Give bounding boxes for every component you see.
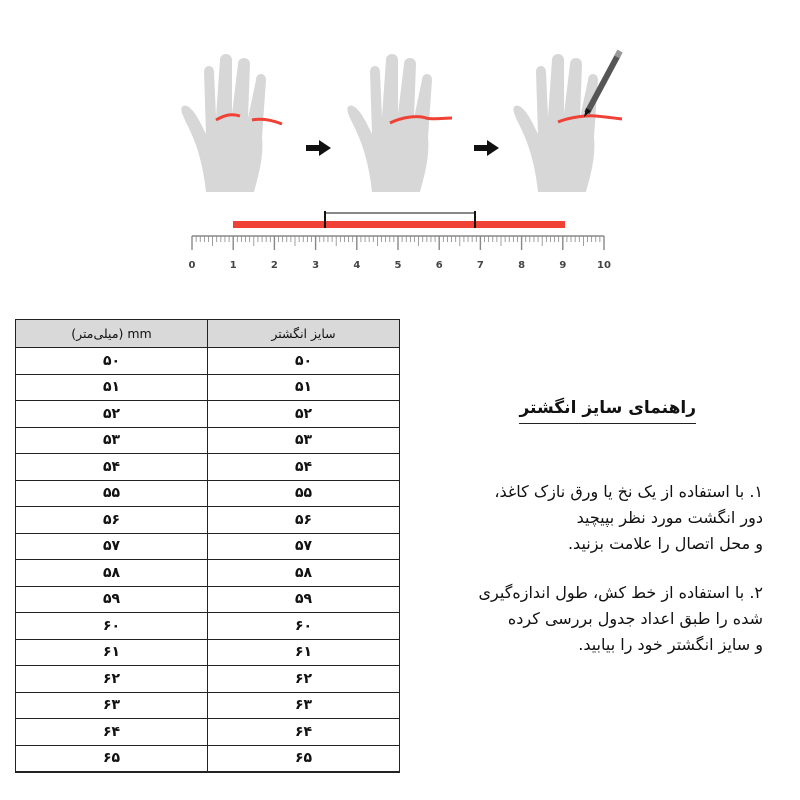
mm-cell: ۵۵: [16, 480, 208, 507]
step-1-line-3: و محل اتصال را علامت بزنید.: [567, 534, 763, 553]
ring-size-cell: ۵۶: [208, 507, 400, 534]
ruler-label: 5: [394, 260, 402, 271]
instruction-step-1: [403, 479, 763, 557]
mm-cell: ۵۱: [16, 374, 208, 401]
table-row: [16, 427, 400, 454]
ring-size-table: [15, 319, 400, 773]
measured-length-bar: [233, 221, 565, 228]
ring-size-cell: ۵۳: [208, 427, 400, 454]
table-row: [16, 613, 400, 640]
mm-cell: ۵۰: [16, 348, 208, 375]
table-row: [16, 480, 400, 507]
table-row: [16, 692, 400, 719]
table-row: [16, 374, 400, 401]
ruler-label: 1: [229, 260, 237, 271]
ring-size-cell: ۵۲: [208, 401, 400, 428]
mm-cell: ۵۸: [16, 560, 208, 587]
ring-size-cell: ۵۹: [208, 586, 400, 613]
mm-cell: ۵۹: [16, 586, 208, 613]
step-1-line-1: ۱. با استفاده از یک نخ یا ورق نازک کاغذ،: [494, 482, 763, 501]
table-header-row: [16, 320, 400, 348]
ring-size-cell: ۶۰: [208, 613, 400, 640]
ruler-label: 9: [559, 260, 567, 271]
column-header-ring-size: سایز انگشتر: [208, 320, 400, 348]
measuring-illustration: [0, 0, 800, 290]
mm-cell: ۵۲: [16, 401, 208, 428]
mm-cell: ۶۵: [16, 745, 208, 772]
ring-size-cell: ۶۳: [208, 692, 400, 719]
mm-cell: ۶۴: [16, 719, 208, 746]
ruler: [189, 236, 611, 271]
table-row: [16, 507, 400, 534]
table-row: [16, 454, 400, 481]
ring-size-cell: ۶۵: [208, 745, 400, 772]
ruler-label: 7: [476, 260, 484, 271]
ring-size-cell: ۶۴: [208, 719, 400, 746]
ring-size-cell: ۶۲: [208, 666, 400, 693]
column-header-mm: mm (میلی‌متر): [16, 320, 208, 348]
ruler-label: 2: [270, 260, 278, 271]
mm-cell: ۶۳: [16, 692, 208, 719]
arrow-right-icon: [474, 140, 499, 156]
ring-size-cell: ۶۱: [208, 639, 400, 666]
hand-string-icon: [181, 54, 282, 192]
table-row: [16, 666, 400, 693]
step-2-line-2: شده را طبق اعداد جدول بررسی کرده: [507, 609, 763, 628]
guide-title: راهنمای سایز انگشتر: [519, 398, 696, 424]
ruler-label: 3: [312, 260, 320, 271]
ruler-label: 0: [188, 260, 196, 271]
mm-cell: ۵۳: [16, 427, 208, 454]
step-1-line-2: دور انگشت مورد نظر بپیچید: [576, 508, 763, 527]
mm-cell: ۵۶: [16, 507, 208, 534]
table-row: [16, 348, 400, 375]
mm-cell: ۵۴: [16, 454, 208, 481]
ring-size-cell: ۵۵: [208, 480, 400, 507]
mm-cell: ۵۷: [16, 533, 208, 560]
ring-size-cell: ۵۷: [208, 533, 400, 560]
table-row: [16, 586, 400, 613]
step-2-line-1: ۲. با استفاده از خط کش، طول اندازه‌گیری: [478, 583, 763, 602]
ruler-label: 6: [435, 260, 443, 271]
arrow-right-icon: [306, 140, 331, 156]
ruler-label: 10: [597, 260, 611, 271]
table-row: [16, 401, 400, 428]
ring-size-cell: ۵۰: [208, 348, 400, 375]
mm-cell: ۶۲: [16, 666, 208, 693]
mm-cell: ۶۰: [16, 613, 208, 640]
hand-pen-icon: [513, 51, 622, 192]
ring-size-cell: ۵۴: [208, 454, 400, 481]
table-row: [16, 639, 400, 666]
mm-cell: ۶۱: [16, 639, 208, 666]
table-row: [16, 745, 400, 772]
table-row: [16, 719, 400, 746]
ring-size-cell: ۵۸: [208, 560, 400, 587]
ruler-label: 8: [518, 260, 526, 271]
step-2-line-3: و سایز انگشتر خود را بیابید.: [578, 635, 763, 654]
table-row: [16, 533, 400, 560]
instruction-step-2: [403, 580, 763, 658]
hand-string-icon: [347, 54, 452, 192]
table-row: [16, 560, 400, 587]
ring-size-cell: ۵۱: [208, 374, 400, 401]
ruler-label: 4: [353, 260, 361, 271]
